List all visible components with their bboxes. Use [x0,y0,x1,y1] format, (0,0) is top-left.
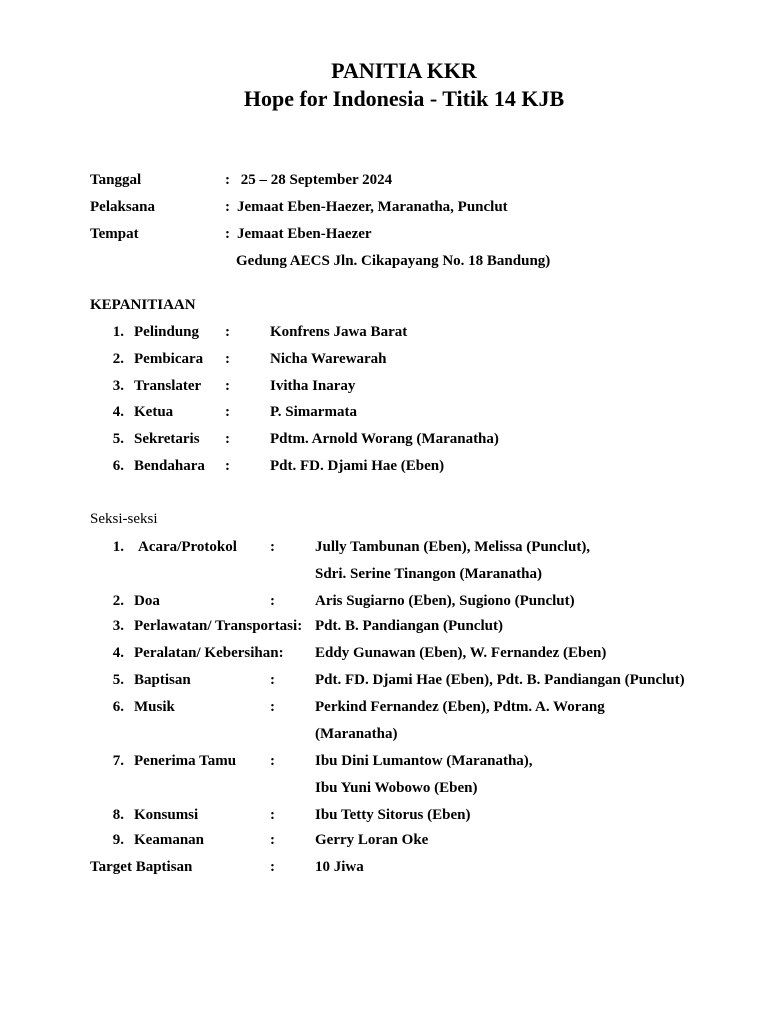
item-number: 4. [112,404,124,420]
item-role: Konsumsi [134,807,199,823]
target-colon: : [270,859,275,875]
item-number: 1. [112,539,124,555]
item-role: Baptisan [134,672,191,688]
item-names: Ibu Tetty Sitorus (Eben) [315,807,471,823]
item-role: Doa [134,593,160,609]
item-colon: : [225,324,230,340]
item-name: Konfrens Jawa Barat [270,324,408,340]
item-role: Pelindung [134,324,200,340]
item-name: Ivitha Inaray [270,378,356,394]
item-colon: : [225,431,230,447]
target-label: Target Baptisan [90,859,193,875]
item-number: 1. [112,324,124,340]
document-title: PANITIA KKR [331,58,477,83]
item-number: 2. [112,351,124,367]
item-number: 3. [112,618,124,634]
item-role: Acara/Protokol [138,539,237,555]
info-value: Jemaat Eben-Haezer [237,226,372,242]
seksi-heading: Seksi-seksi [90,511,158,527]
item-role: Translater [134,378,202,394]
item-colon: : [225,351,230,367]
info-colon: : [225,199,230,215]
item-names-continued: Sdri. Serine Tinangon (Maranatha) [315,566,542,582]
item-role: Musik [134,699,175,715]
item-role: Peralatan/ Kebersihan: [134,645,284,661]
item-colon: : [225,458,230,474]
item-colon: : [225,404,230,420]
info-label: Tempat [90,226,139,242]
item-names: Eddy Gunawan (Eben), W. Fernandez (Eben) [315,645,607,661]
item-role: Bendahara [134,458,205,474]
info-value: 25 – 28 September 2024 [237,172,393,188]
item-colon: : [270,832,275,848]
item-role: Penerima Tamu [134,753,237,769]
item-number: 3. [112,378,124,394]
item-number: 5. [112,672,124,688]
info-label: Pelaksana [90,199,156,215]
item-number: 6. [112,699,124,715]
item-names: Gerry Loran Oke [315,832,429,848]
item-names-continued: Ibu Yuni Wobowo (Eben) [315,780,478,796]
item-colon: : [270,593,275,609]
item-name: P. Simarmata [270,404,357,420]
item-role: Sekretaris [134,431,200,447]
item-role: Keamanan [134,832,205,848]
target-value: 10 Jiwa [315,859,364,875]
item-names-continued: (Maranatha) [315,726,398,742]
item-names: Ibu Dini Lumantow (Maranatha), [315,753,533,769]
item-number: 7. [112,753,124,769]
info-colon: : [225,172,230,188]
item-colon: : [270,672,275,688]
item-number: 5. [112,431,124,447]
item-role: Perlawatan/ Transportasi: [134,618,303,634]
item-number: 6. [112,458,124,474]
item-colon: : [270,539,275,555]
item-colon: : [270,753,275,769]
document-subtitle: Hope for Indonesia - Titik 14 KJB [243,86,565,111]
item-colon: : [270,807,275,823]
item-role: Pembicara [134,351,204,367]
info-value-continued: Gedung AECS Jln. Cikapayang No. 18 Bandung) [236,253,551,269]
item-names: Perkind Fernandez (Eben), Pdtm. A. Worang [315,699,605,715]
item-number: 2. [112,593,124,609]
item-names: Aris Sugiarno (Eben), Sugiono (Punclut) [315,593,575,609]
item-names: Jully Tambunan (Eben), Melissa (Punclut), [315,539,591,555]
item-colon: : [225,378,230,394]
item-number: 8. [112,807,124,823]
item-name: Pdtm. Arnold Worang (Maranatha) [270,431,499,447]
info-value: Jemaat Eben-Haezer, Maranatha, Punclut [237,199,508,215]
item-number: 4. [112,645,124,661]
item-name: Nicha Warewarah [270,351,387,367]
item-names: Pdt. FD. Djami Hae (Eben), Pdt. B. Pandiangan (Punclut) [315,672,685,688]
kepanitiaan-heading: KEPANITIAAN [90,297,196,313]
item-colon: : [270,699,275,715]
info-label: Tanggal [90,172,142,188]
item-name: Pdt. FD. Djami Hae (Eben) [270,458,445,474]
item-names: Pdt. B. Pandiangan (Punclut) [315,618,503,634]
item-role: Ketua [134,404,174,420]
info-colon: : [225,226,230,242]
item-number: 9. [112,832,124,848]
